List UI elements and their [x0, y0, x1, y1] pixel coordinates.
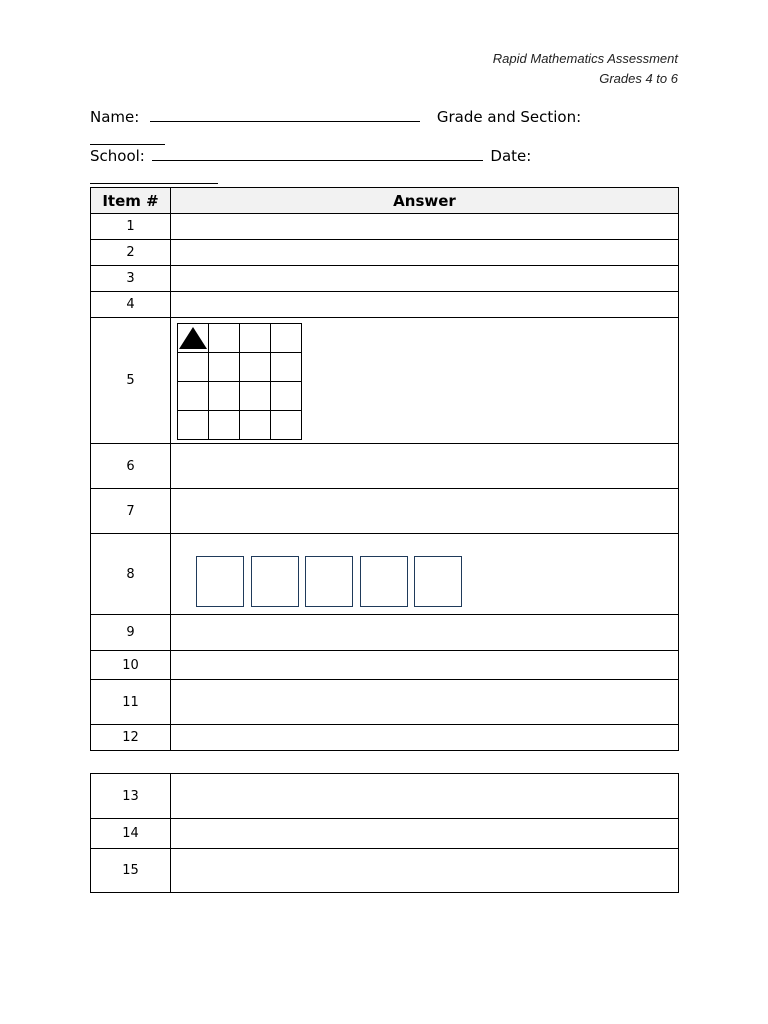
answer-cell[interactable] — [171, 489, 679, 534]
grid-cell[interactable] — [240, 353, 271, 382]
item-number: 10 — [91, 651, 171, 680]
grid-cell[interactable] — [271, 353, 302, 382]
name-grade-line — [90, 107, 581, 127]
answer-cell[interactable] — [171, 266, 679, 292]
date-label: Date: — [490, 147, 532, 165]
answer-cell[interactable] — [171, 534, 679, 615]
name-label: Name: — [90, 108, 140, 126]
name-field[interactable] — [150, 120, 420, 122]
item-number: 13 — [91, 774, 171, 819]
item-number: 11 — [91, 680, 171, 725]
answer-cell[interactable] — [171, 774, 679, 819]
answer-cell[interactable] — [171, 292, 679, 318]
grid-cell[interactable] — [209, 353, 240, 382]
item-number: 9 — [91, 615, 171, 651]
item-number: 4 — [91, 292, 171, 318]
answer-header: Answer — [171, 188, 679, 214]
answer-table-1 — [90, 187, 679, 751]
answer-box[interactable] — [414, 556, 462, 607]
grid-cell[interactable] — [271, 324, 302, 353]
grid-cell[interactable] — [209, 382, 240, 411]
answer-table-2 — [90, 773, 679, 893]
item-5-grid — [177, 323, 304, 440]
answer-box[interactable] — [360, 556, 408, 607]
item-number: 12 — [91, 725, 171, 751]
triangle-icon — [179, 327, 207, 349]
answer-box[interactable] — [305, 556, 353, 607]
grid-cell[interactable] — [240, 411, 271, 440]
header-subtitle: Grades 4 to 6 — [599, 71, 678, 86]
answer-cell[interactable] — [171, 444, 679, 489]
grid-cell[interactable] — [209, 411, 240, 440]
document-header — [493, 49, 678, 89]
item-number: 6 — [91, 444, 171, 489]
answer-cell[interactable] — [171, 680, 679, 725]
grid-cell[interactable] — [240, 324, 271, 353]
item-number: 2 — [91, 240, 171, 266]
item-number: 1 — [91, 214, 171, 240]
answer-cell[interactable] — [171, 849, 679, 893]
grid-cell[interactable] — [271, 411, 302, 440]
answer-cell[interactable] — [171, 615, 679, 651]
item-number-header: Item # — [91, 188, 171, 214]
date-field[interactable] — [90, 183, 218, 184]
grid-cell[interactable] — [178, 411, 209, 440]
grid-cell[interactable] — [271, 382, 302, 411]
item-number: 5 — [91, 318, 171, 444]
item-number: 3 — [91, 266, 171, 292]
answer-cell[interactable] — [171, 819, 679, 849]
answer-cell[interactable] — [171, 725, 679, 751]
grade-section-field[interactable] — [90, 144, 165, 145]
item-8-boxes — [171, 535, 678, 614]
answer-box[interactable] — [196, 556, 244, 607]
answer-cell[interactable] — [171, 240, 679, 266]
grid-cell[interactable] — [178, 382, 209, 411]
answer-cell[interactable] — [171, 651, 679, 680]
item-number: 15 — [91, 849, 171, 893]
answer-cell[interactable] — [171, 214, 679, 240]
school-date-line — [90, 146, 531, 166]
school-field[interactable] — [152, 159, 483, 161]
grid-cell[interactable] — [240, 382, 271, 411]
grid-cell[interactable] — [209, 324, 240, 353]
answer-cell[interactable] — [171, 318, 679, 444]
item-number: 8 — [91, 534, 171, 615]
item-number: 7 — [91, 489, 171, 534]
school-label: School: — [90, 147, 145, 165]
item-number: 14 — [91, 819, 171, 849]
grid-cell[interactable] — [178, 353, 209, 382]
grade-section-label: Grade and Section: — [436, 108, 582, 126]
answer-box[interactable] — [251, 556, 299, 607]
header-title: Rapid Mathematics Assessment — [492, 51, 678, 66]
